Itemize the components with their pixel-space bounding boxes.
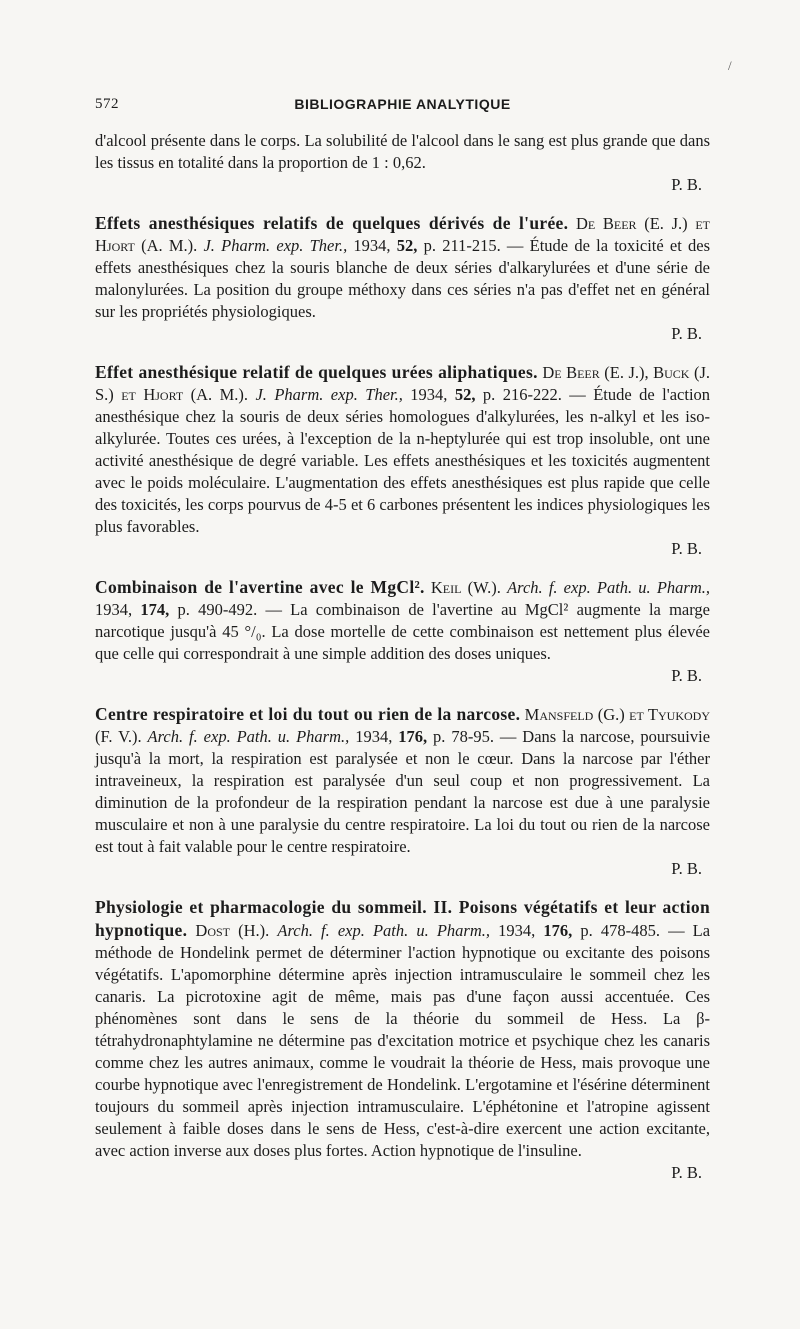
entry-volume: 52, [454, 385, 476, 404]
bibliography-entry [95, 896, 710, 1184]
entry-signature: P. B. [671, 859, 702, 878]
entry-authors: Keil (W.). [430, 578, 501, 597]
entry-authors: Dost (H.). [195, 921, 270, 940]
entry-journal: J. Pharm. exp. Ther., [255, 385, 403, 404]
intro-signature: P. B. [671, 175, 702, 194]
entry-title: Effets anesthésiques relatifs de quelques dérivés de l'urée. [95, 213, 569, 233]
entry-journal: J. Pharm. exp. Ther., [203, 236, 348, 255]
entry-journal: Arch. f. exp. Path. u. Pharm., [507, 578, 710, 597]
entry-authors: De Beer (E. J.), Buck (J. S.) et Hjort (A. M.). [95, 363, 711, 404]
page-body [95, 130, 710, 1184]
entry-summary: — La combinaison de l'avertine au MgCl² augmente la marge narcotique jusqu'à 45 °/₀. La dose mortelle de cette combinaison est nettement plus élevée que celle qui correspondrait à une simple addition des doses uniques. [95, 600, 711, 663]
entry-year: 1934, [95, 600, 133, 619]
entry-signature: P. B. [671, 666, 702, 685]
entry-title: Physiologie et pharmacologie du sommeil. II. Poisons végétatifs et leur action hypnotique. [95, 897, 710, 940]
entry-year: 1934, [498, 921, 536, 940]
running-title: BIBLIOGRAPHIE ANALYTIQUE [294, 96, 511, 112]
bibliography-entry [95, 576, 710, 687]
entry-pages: p. 490-492. [177, 600, 258, 619]
entry-pages: p. 216-222. [482, 385, 562, 404]
entry-authors: De Beer (E. J.) et Hjort (A. M.). [95, 214, 710, 255]
entry-title: Effet anesthésique relatif de quelques urées aliphatiques. [95, 362, 538, 382]
entry-authors: Mansfeld (G.) et Tyukody (F. V.). [95, 705, 710, 746]
entry-volume: 176, [398, 727, 428, 746]
intro-paragraph [95, 130, 710, 196]
bibliography-entry [95, 212, 710, 345]
page-header [95, 96, 710, 120]
entry-year: 1934, [355, 727, 393, 746]
entry-pages: p. 211-215. [423, 236, 501, 255]
entry-title: Centre respiratoire et loi du tout ou rien de la narcose. [95, 704, 521, 724]
entry-pages: p. 78-95. [433, 727, 494, 746]
intro-text: d'alcool présente dans le corps. La solubilité de l'alcool dans le sang est plus grande que dans les tissus en totalité dans la proportion de 1 : 0,62. [95, 131, 710, 172]
corner-mark: / [728, 58, 732, 73]
bibliography-entry [95, 361, 710, 560]
entry-summary: — Étude de l'action anesthésique chez la souris de deux séries homologues d'alkylurées, les n-alkyl et les iso-alkylurée. Toutes ces urées, à l'exception de la n-heptylurée qui est trop insoluble, ont une activité anesthésique de degré variable. Les effets anesthésiques et les toxicités augmentent avec le poids moléculaire. L'augmentation des effets anesthésiques est plus rapide que celle des toxicités, les corps pourvus de 4-5 et 6 carbones présentent les indices physiologiques les plus favorables. [95, 385, 711, 536]
entry-volume: 176, [543, 921, 573, 940]
entry-journal: Arch. f. exp. Path. u. Pharm., [147, 727, 350, 746]
entry-summary: — Dans la narcose, poursuivie jusqu'à la mort, la respiration est paralysée et non le cœur. Dans la narcose par l'éther intraveineux, la respiration est paralysée d'un seul coup et non progressivement. La diminution de la profondeur de la respiration pendant la narcose est due à une paralysie musculaire et non à une paralysie du centre respiratoire. La loi du tout ou rien de la narcose est tout à fait valable pour le centre respiratoire. [95, 727, 711, 856]
entry-summary: — La méthode de Hondelink permet de déterminer l'action hypnotique ou excitante des poisons végétatifs. L'apomorphine détermine après injection intramusculaire le sommeil chez les canaris. La picrotoxine agit de même, mais pas d'une façon aussi accentuée. Ces phénomènes sont dans le sens de la théorie du sommeil de Hess. La β-tétrahydronaphtylamine ne détermine pas d'excitation motrice et psychique chez les canaris comme chez les autres animaux, comme le voudrait la théorie de Hess, mais provoque une courbe hypnotique avec l'enregistrement de Hondelink. L'ergotamine et l'ésérine déterminent toujours du sommeil après injection intramusculaire. L'éphétonine et l'atropine agissent seulement à faible doses dans le sens de Hess, c'est-à-dire exercent une action excitante, avec action inverse aux doses plus fortes. Action hypnotique de l'insuline. [95, 921, 711, 1160]
bibliography-entry [95, 703, 710, 880]
entry-year: 1934, [410, 385, 448, 404]
entry-year: 1934, [353, 236, 391, 255]
entry-title: Combinaison de l'avertine avec le MgCl². [95, 577, 425, 597]
entry-volume: 174, [140, 600, 170, 619]
page-number: 572 [95, 96, 119, 112]
entry-signature: P. B. [671, 324, 702, 343]
entry-journal: Arch. f. exp. Path. u. Pharm., [277, 921, 491, 940]
entry-signature: P. B. [671, 539, 702, 558]
entry-summary: — Étude de la toxicité et des effets anesthésiques chez la souris blanche de deux séries d'alkarylurées et d'une série de malonylurées. La position du groupe méthoxy dans ces séries n'a pas d'effet net en général sur les propriétés physiologiques. [95, 236, 711, 321]
entry-volume: 52, [396, 236, 418, 255]
entry-signature: P. B. [671, 1163, 702, 1182]
entry-pages: p. 478-485. [580, 921, 660, 940]
